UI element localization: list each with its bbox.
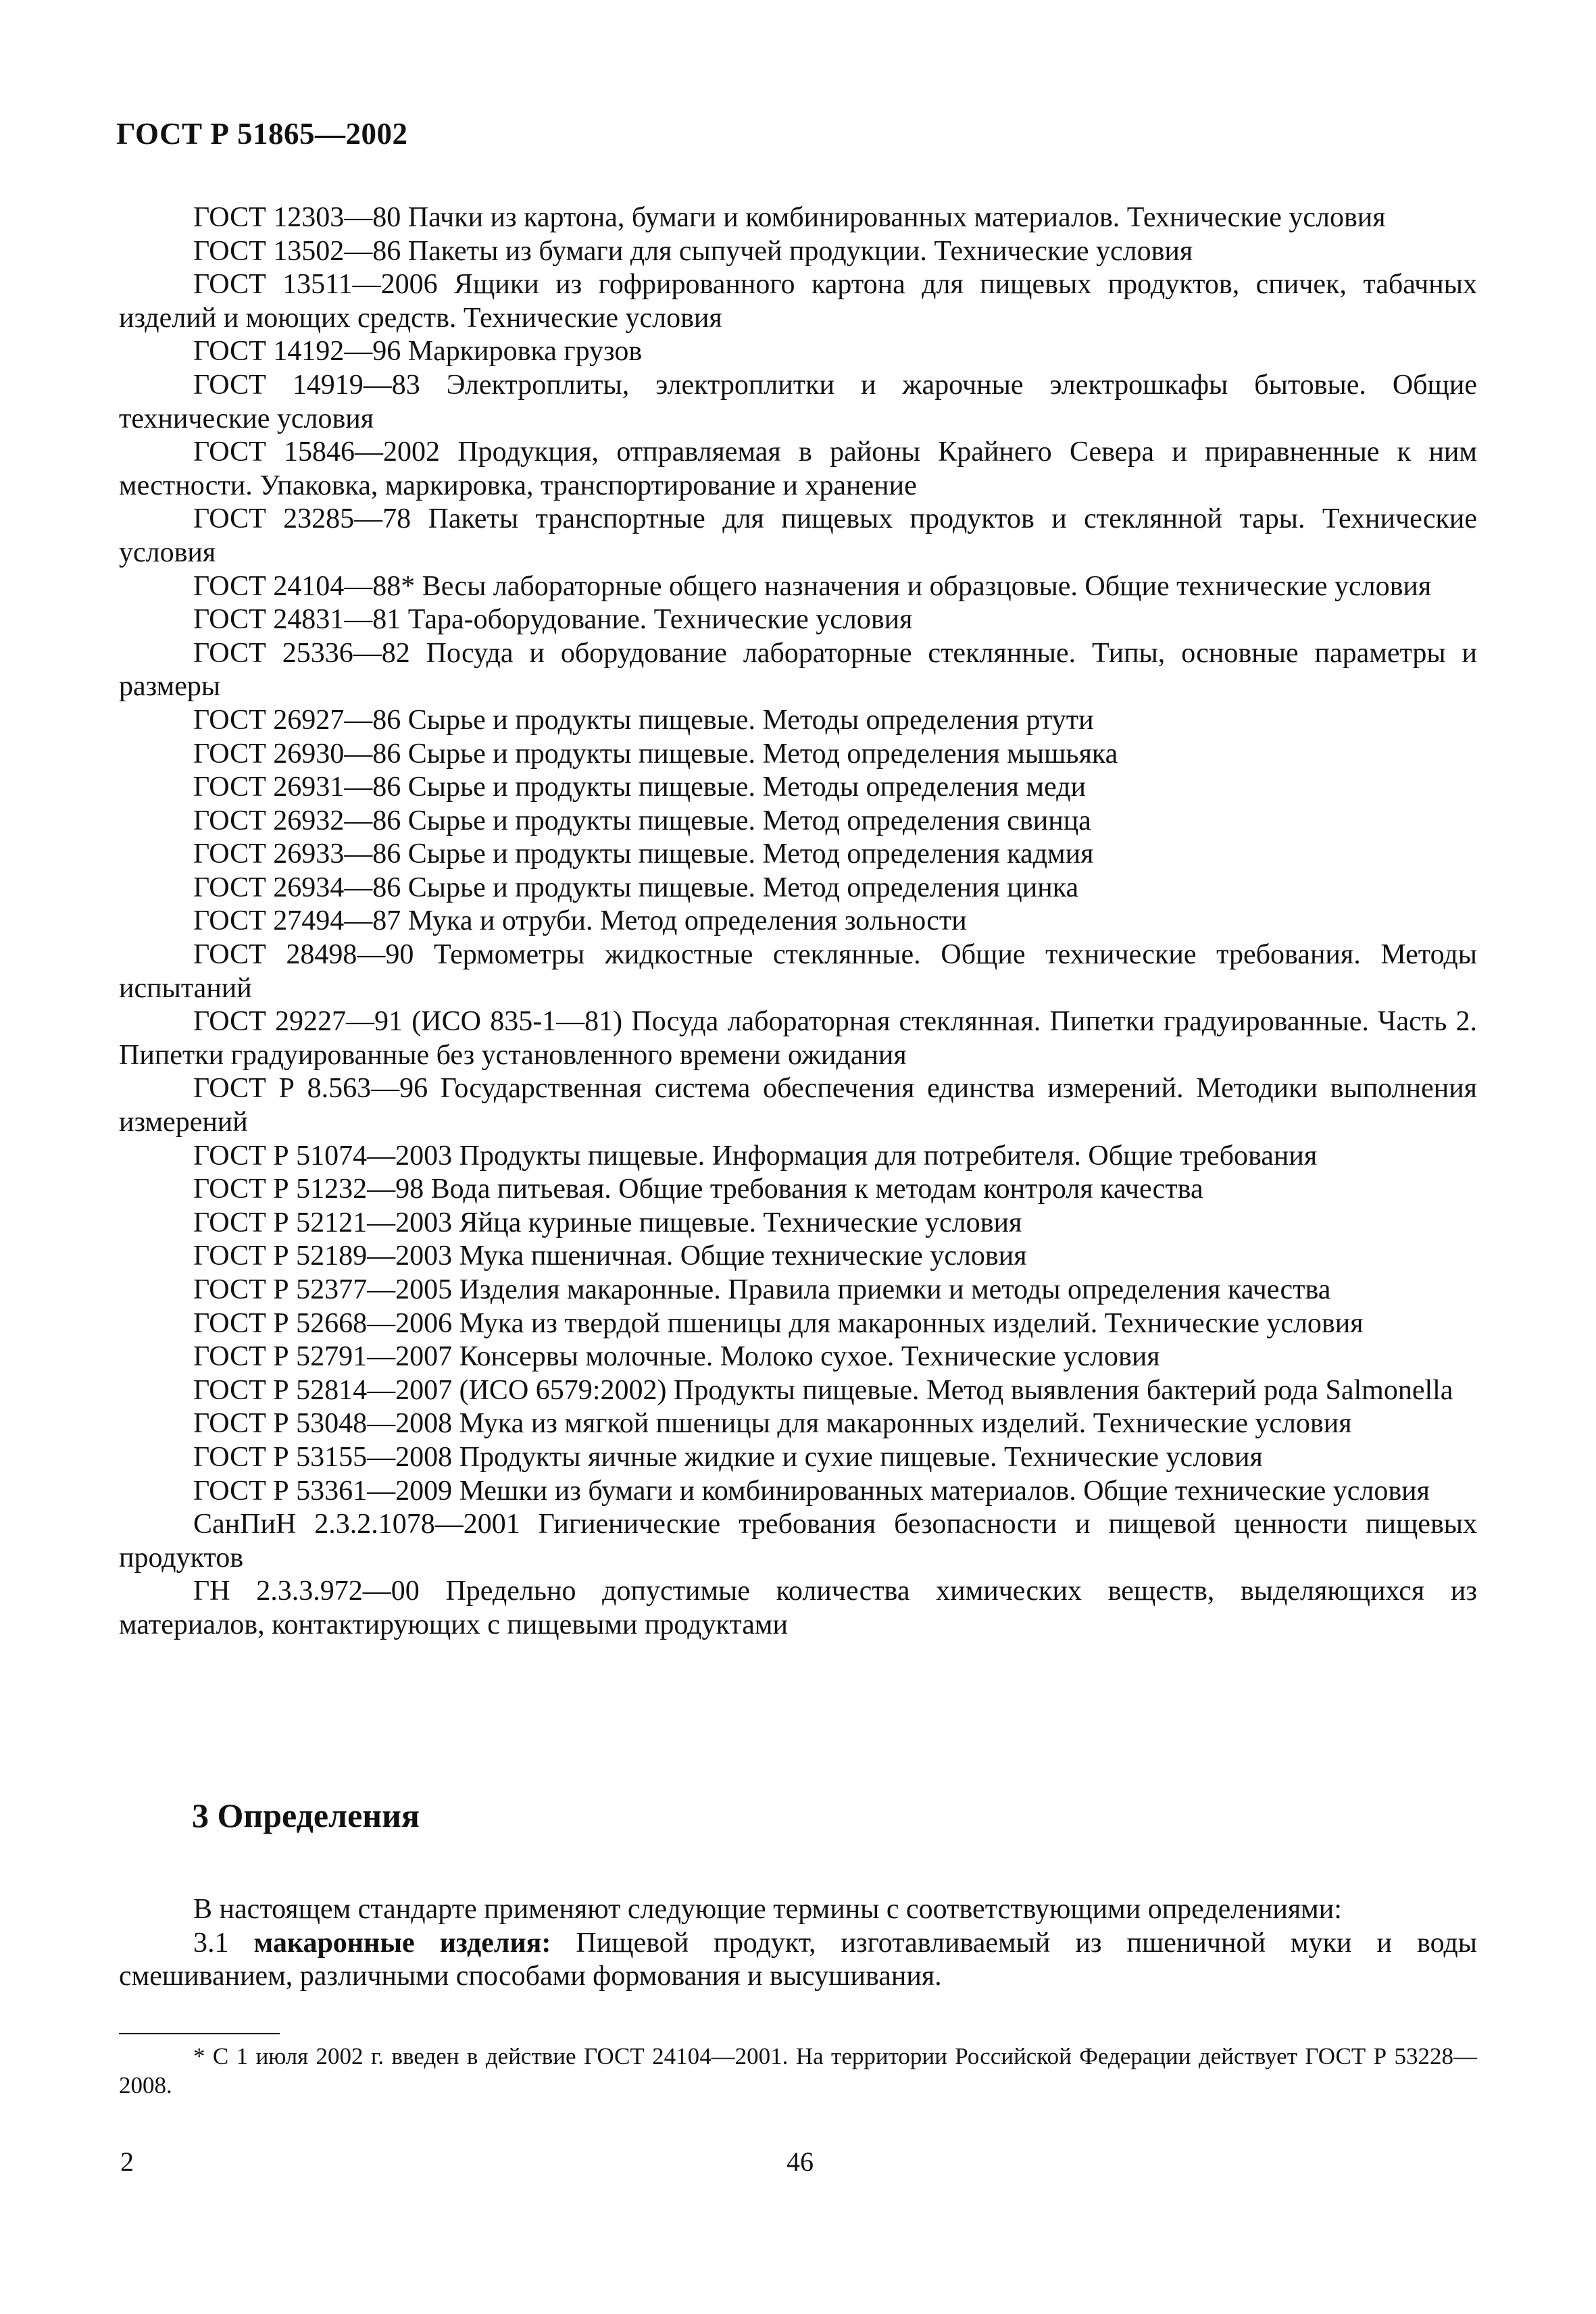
reference-item: ГОСТ 24104—88* Весы лабораторные общего назначения и образцовые. Общие технические условия [193,570,1432,602]
reference-item: ГОСТ 26931—86 Сырье и продукты пищевые. Методы определения меди [193,772,1087,803]
reference-item: ГОСТ Р 8.563—96 Государственная система обеспечения единства измерений. Методики выполнения измерений [119,1073,1477,1138]
reference-item: ГОСТ 26927—86 Сырье и продукты пищевые. Методы определения ртути [193,704,1094,736]
reference-item: ГОСТ 26930—86 Сырье и продукты пищевые. Метод определения мышьяка [193,738,1118,770]
document-header: ГОСТ Р 51865—2002 [116,117,408,151]
reference-item: СанПиН 2.3.2.1078—2001 Гигиенические требования безопасности и пищевой ценности пищевых продуктов [119,1509,1477,1574]
reference-item: ГОСТ 27494—87 Мука и отруби. Метод определения зольности [193,905,967,937]
page-number: 2 [120,2146,134,2177]
reference-item: ГОСТ Р 53048—2008 Мука из мягкой пшеницы для макаронных изделий. Технические условия [193,1408,1352,1440]
reference-item: ГОСТ 24831—81 Тара-оборудование. Технические условия [193,604,913,636]
footnote: * С 1 июля 2002 г. введен в действие ГОСТ 24104—2001. На территории Российской Федерации действует ГОСТ Р 53228—2008. [119,2043,1477,2098]
footnote-separator [119,2033,280,2034]
reference-item: ГОСТ Р 52377—2005 Изделия макаронные. Правила приемки и методы определения качества [193,1274,1331,1305]
definition-paragraph [119,1927,1477,1994]
reference-item: ГОСТ 14919—83 Электроплиты, электроплитки и жарочные электрошкафы бытовые. Общие технические условия [119,369,1477,434]
reference-item: ГОСТ 23285—78 Пакеты транспортные для пищевых продуктов и стеклянной тары. Технические условия [119,503,1477,568]
reference-item: ГОСТ Р 53361—2009 Мешки из бумаги и комбинированных материалов. Общие технические условия [193,1475,1430,1507]
reference-item: ГОСТ 25336—82 Посуда и оборудование лабораторные стеклянные. Типы, основные параметры и размеры [119,637,1477,703]
definition-term: макаронные изделия: [253,1927,551,1959]
definition-text: Пищевой продукт, изготавливаемый из пшеничной муки и воды смешиванием, различными способами формования и высушивания. [119,1927,1477,1992]
reference-item: ГОСТ 26932—86 Сырье и продукты пищевые. Метод определения свинца [193,805,1091,836]
reference-item: ГОСТ 14192—96 Маркировка грузов [193,336,643,368]
normative-references-list [119,201,1477,1642]
section-intro-paragraph: В настоящем стандарте применяют следующие термины с соответствующими определениями: [193,1894,1342,1925]
reference-item: ГОСТ Р 52814—2007 (ИСО 6579:2002) Продукты пищевые. Метод выявления бактерий рода Salmonella [193,1374,1453,1406]
reference-item: ГОСТ 12303—80 Пачки из картона, бумаги и комбинированных материалов. Технические условия [193,202,1386,233]
reference-item: ГОСТ 29227—91 (ИСО 835-1—81) Посуда лабораторная стеклянная. Пипетки градуированные. Часть 2. Пипетки градуированные без установленного времени ожидания [119,1006,1477,1071]
reference-item: ГОСТ 13511—2006 Ящики из гофрированного картона для пищевых продуктов, спичек, табачных изделий и моющих средств. Технические условия [119,269,1477,334]
reference-item: ГОСТ 26934—86 Сырье и продукты пищевые. Метод определения цинка [193,872,1079,903]
reference-item: ГОСТ Р 52189—2003 Мука пшеничная. Общие технические условия [193,1240,1027,1272]
section-body [119,1893,1477,1994]
reference-item: ГОСТ Р 51074—2003 Продукты пищевые. Информация для потребителя. Общие требования [193,1140,1318,1172]
reference-item: ГОСТ Р 52121—2003 Яйца куриные пищевые. Технические условия [193,1207,1022,1238]
reference-item: ГН 2.3.3.972—00 Предельно допустимые количества химических веществ, выделяющихся из материалов, контактирующих с пищевыми продуктами [119,1576,1477,1640]
section-heading: 3 Определения [192,1796,420,1834]
reference-item: ГОСТ Р 52791—2007 Консервы молочные. Молоко сухое. Технические условия [193,1341,1160,1373]
definition-number: 3.1 [193,1927,254,1959]
reference-item: ГОСТ Р 52668—2006 Мука из твердой пшеницы для макаронных изделий. Технические условия [193,1307,1364,1339]
reference-item: ГОСТ Р 51232—98 Вода питьевая. Общие требования к методам контроля качества [193,1174,1203,1205]
reference-item: ГОСТ 15846—2002 Продукция, отправляемая в районы Крайнего Севера и приравненные к ним местности. Упаковка, маркировка, транспортирование и хранение [119,436,1477,501]
reference-item: ГОСТ 13502—86 Пакеты из бумаги для сыпучей продукции. Технические условия [193,235,1193,267]
sheet-number: 46 [787,2146,814,2177]
reference-item: ГОСТ Р 53155—2008 Продукты яичные жидкие и сухие пищевые. Технические условия [193,1441,1263,1473]
reference-item: ГОСТ 26933—86 Сырье и продукты пищевые. Метод определения кадмия [193,838,1094,870]
reference-item: ГОСТ 28498—90 Термометры жидкостные стеклянные. Общие технические требования. Методы испытаний [119,939,1477,1004]
